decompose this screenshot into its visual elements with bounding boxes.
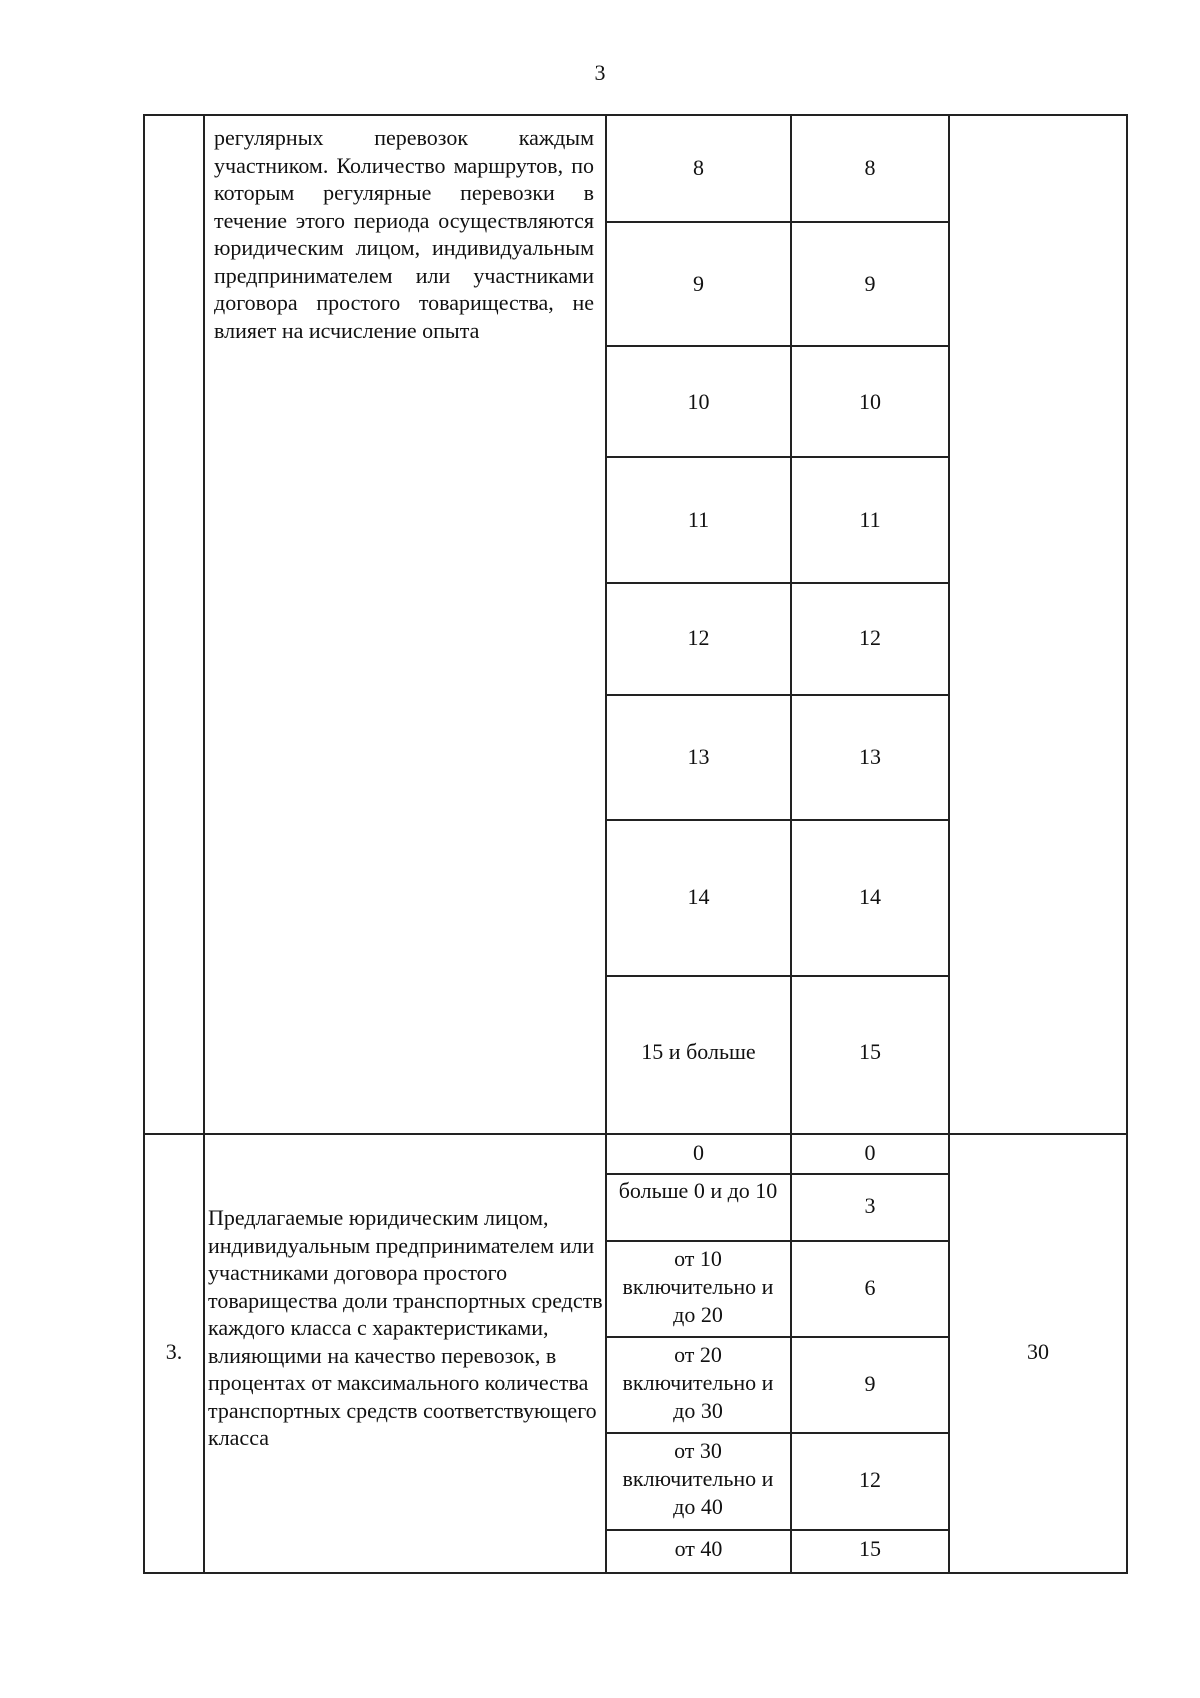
range-cell: 10 xyxy=(687,389,710,414)
max-score: 30 xyxy=(1027,1339,1049,1364)
score-cell: 9 xyxy=(864,271,876,296)
score-cell: 12 xyxy=(859,1467,881,1492)
criterion-description: Предлагаемые юридическим лицом, индивидуальным предпринимателем или участниками договора простого товарищества доли транспортных средств каждого класса с характеристиками, влияющими на качество перевозок, в процентах от максимального количества транспортных средств соответствующего класса xyxy=(208,1205,603,1450)
row-number: 3. xyxy=(165,1339,183,1364)
range-cell: больше 0 и до 10 xyxy=(618,1178,778,1203)
table-border-right xyxy=(1126,114,1128,1574)
range-cell: от 20 включительно и до 30 xyxy=(622,1342,774,1423)
subrow-divider xyxy=(605,1173,948,1175)
score-cell: 12 xyxy=(859,625,881,650)
subrow-divider xyxy=(605,1432,948,1434)
score-cell: 9 xyxy=(864,1371,876,1396)
range-cell: 9 xyxy=(693,271,704,296)
subrow-divider xyxy=(605,221,948,223)
criterion-description-continued: регулярных перевозок каждым участником. Количество маршрутов, по которым регулярные перевозки в течение этого периода осуществляются юридическим лицом, индивидуальным предпринимателем или участниками договора простого товарищества, не влияет на исчисление опыта xyxy=(214,125,594,343)
subrow-divider xyxy=(605,819,948,821)
range-cell: 15 и больше xyxy=(641,1039,756,1064)
column-divider xyxy=(203,114,205,1574)
subrow-divider xyxy=(605,345,948,347)
table-border-top xyxy=(143,114,1128,116)
range-cell: 12 xyxy=(687,625,710,650)
subrow-divider xyxy=(605,456,948,458)
page-number: 3 xyxy=(594,60,606,85)
score-cell: 15 xyxy=(859,1039,881,1064)
score-cell: 15 xyxy=(859,1536,881,1561)
score-cell: 0 xyxy=(864,1140,876,1165)
subrow-divider xyxy=(605,1240,948,1242)
range-cell: от 10 включительно и до 20 xyxy=(622,1246,774,1327)
subrow-divider xyxy=(605,1336,948,1338)
row-divider xyxy=(143,1133,1128,1135)
score-cell: 11 xyxy=(859,507,881,532)
range-cell: 11 xyxy=(687,507,710,532)
score-cell: 6 xyxy=(864,1275,876,1300)
range-cell: 13 xyxy=(687,744,710,769)
subrow-divider xyxy=(605,975,948,977)
range-cell: от 30 включительно и до 40 xyxy=(622,1438,774,1519)
column-divider xyxy=(605,114,607,1574)
table-border-bottom xyxy=(143,1572,1128,1574)
score-cell: 14 xyxy=(859,884,881,909)
column-divider xyxy=(790,114,792,1574)
score-cell: 8 xyxy=(864,155,876,180)
range-cell: 0 xyxy=(693,1140,704,1165)
range-cell: 14 xyxy=(687,884,710,909)
subrow-divider xyxy=(605,1529,948,1531)
range-cell: от 40 xyxy=(674,1536,723,1561)
score-cell: 3 xyxy=(864,1193,876,1218)
score-cell: 13 xyxy=(859,744,881,769)
subrow-divider xyxy=(605,582,948,584)
subrow-divider xyxy=(605,694,948,696)
range-cell: 8 xyxy=(693,155,704,180)
score-cell: 10 xyxy=(859,389,881,414)
